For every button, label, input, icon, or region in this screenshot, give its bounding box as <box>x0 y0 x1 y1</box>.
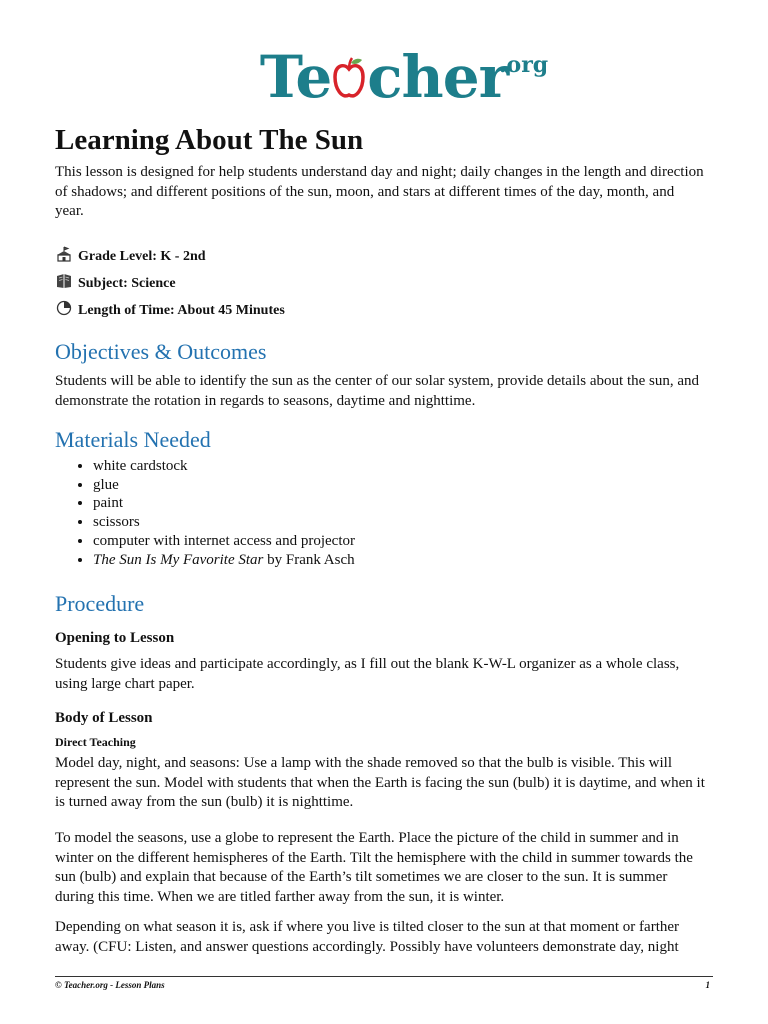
list-item: • white cardstock <box>93 457 355 476</box>
footer-copyright: © Teacher.org - Lesson Plans <box>55 980 165 990</box>
materials-heading: Materials Needed <box>55 427 211 452</box>
body-heading: Body of Lesson <box>55 710 153 726</box>
opening-heading: Opening to Lesson <box>55 630 175 646</box>
subject <box>55 273 176 292</box>
subject-text: Subject: Science <box>78 276 176 291</box>
book-icon <box>55 273 73 289</box>
direct-teaching-heading: Direct Teaching <box>55 735 136 749</box>
objectives-heading: Objectives & Outcomes <box>55 339 267 364</box>
logo-text-left: Te <box>259 43 332 111</box>
list-item: • paint <box>93 494 355 513</box>
list-item: • scissors <box>93 513 355 532</box>
direct-teaching-para-3: Depending on what season it is, ask if where you live is tilted closer to the sun at that moment or farther away. (CFU: Listen, and answer questions accordingly. Possibly have volunteers demonstrate day, night <box>55 919 680 955</box>
grade-level <box>55 246 206 265</box>
list-item: • glue <box>93 476 355 495</box>
teacher-org-logo <box>0 43 768 111</box>
procedure-heading: Procedure <box>55 591 145 616</box>
clock-icon <box>55 300 73 316</box>
direct-teaching-para-2: To model the seasons, use a globe to represent the Earth. Place the picture of the child in summer and in winter on the different hemispheres of the Earth. Tilt the hemisphere with the child in summer towards the sun (bulb) and explain that because of the Earth’s tilt sometimes we are closer to the sun. It is summer during this time. When we are titled farther away from the sun, it is winter. <box>55 830 693 905</box>
lesson-intro: This lesson is designed for help students understand day and night; daily changes in the length and direction of shadows; and different positions of the sun, moon, and stars at different times of the day, month, and year. <box>55 164 704 219</box>
book-title: The Sun Is My Favorite Star <box>93 551 264 568</box>
footer-page-number: 1 <box>705 980 710 990</box>
book-author: by Frank Asch <box>263 551 355 568</box>
length-of-time-text: Length of Time: About 45 Minutes <box>78 303 285 318</box>
length-of-time <box>55 300 285 319</box>
opening-text: Students give ideas and participate accordingly, as I fill out the blank K-W-L organizer as a whole class, using large chart paper. <box>55 656 680 692</box>
footer-divider <box>55 976 713 977</box>
lesson-title: Learning About The Sun <box>55 124 364 156</box>
direct-teaching-para-1: Model day, night, and seasons: Use a lamp with the shade removed so that the bulb is visible. This will represent the sun. Model with students that when the Earth is facing the sun (bulb) it is daytime, and when it is turned away from the sun (bulb) it is nighttime. <box>55 755 705 810</box>
objectives-text: Students will be able to identify the sun as the center of our solar system, provide details about the sun, and demonstrate the rotation in regards to seasons, daytime and nighttime. <box>55 373 700 409</box>
list-item: • computer with internet access and projector <box>93 532 355 551</box>
list-item <box>93 551 355 570</box>
grade-level-text: Grade Level: K - 2nd <box>78 249 206 264</box>
materials-list <box>55 457 355 569</box>
apple-icon <box>332 55 366 101</box>
logo-text-right: cher <box>367 43 509 111</box>
logo-tld: .org <box>498 52 549 78</box>
school-icon <box>55 246 73 262</box>
